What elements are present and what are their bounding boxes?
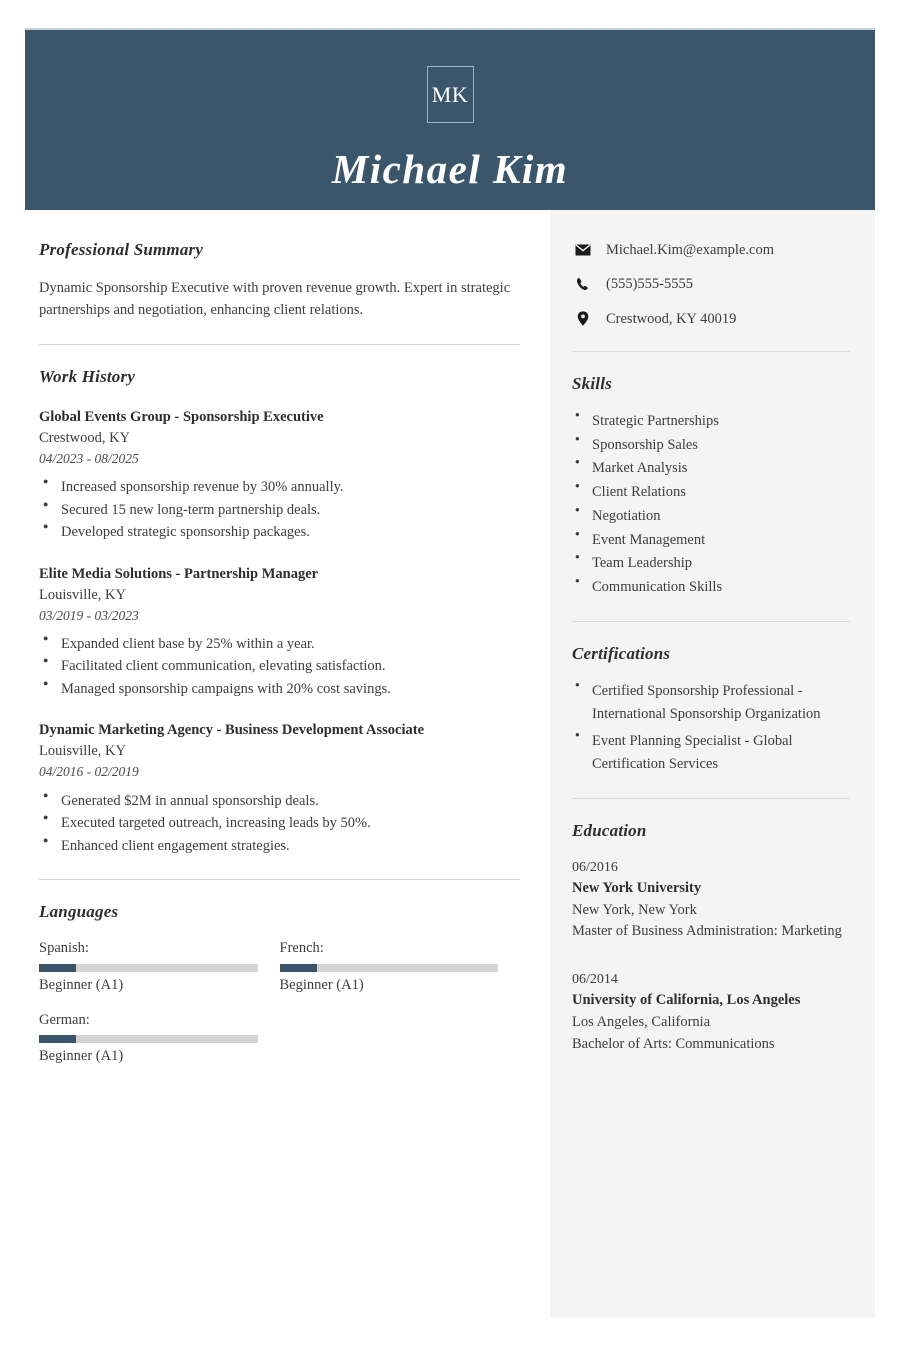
section-title-education: Education xyxy=(572,820,647,840)
contact-phone-row[interactable] xyxy=(572,274,850,294)
job-bullets xyxy=(39,476,520,543)
education-school: New York University xyxy=(572,879,702,896)
language-level: Beginner (A1) xyxy=(39,976,124,993)
job-dates: 04/2016 - 02/2019 xyxy=(39,764,139,780)
resume-body xyxy=(25,210,875,1318)
language-item xyxy=(39,1010,280,1069)
language-proficiency-bar xyxy=(280,964,499,972)
education-date: 06/2014 xyxy=(572,972,618,988)
job-location: Crestwood, KY xyxy=(39,429,131,446)
job-location: Louisville, KY xyxy=(39,586,126,603)
education-degree: Master of Business Administration: Marketing xyxy=(572,923,842,940)
certifications-list xyxy=(572,680,850,776)
education-school: University of California, Los Angeles xyxy=(572,992,801,1009)
language-proficiency-fill xyxy=(280,964,317,972)
language-name: German: xyxy=(39,1011,90,1028)
job-title: Dynamic Marketing Agency - Business Development Associate xyxy=(39,722,425,739)
education-degree: Bachelor of Arts: Communications xyxy=(572,1035,775,1052)
divider xyxy=(572,798,850,799)
skill-item: ● Client Relations xyxy=(572,481,850,504)
job-bullet: ● Increased sponsorship revenue by 30% annually. xyxy=(39,476,520,498)
job-title: Elite Media Solutions - Partnership Manager xyxy=(39,565,319,582)
certification-item: ● Certified Sponsorship Professional - International Sponsorship Organization xyxy=(572,680,850,726)
language-level: Beginner (A1) xyxy=(279,976,364,993)
section-education xyxy=(572,821,850,1056)
skill-item: ● Market Analysis xyxy=(572,457,850,480)
job-location: Louisville, KY xyxy=(39,743,126,760)
job-bullet: ● Managed sponsorship campaigns with 20% cost savings. xyxy=(39,678,520,700)
job-bullet: ● Expanded client base by 25% within a year. xyxy=(39,633,520,655)
divider xyxy=(39,879,520,880)
language-item xyxy=(280,938,521,997)
language-proficiency-fill xyxy=(39,964,76,972)
section-title-skills: Skills xyxy=(572,373,612,393)
section-title-languages: Languages xyxy=(39,902,119,921)
language-proficiency-bar xyxy=(39,964,258,972)
language-proficiency-fill xyxy=(39,1035,76,1043)
contact-email-row[interactable] xyxy=(572,240,850,260)
section-certifications xyxy=(572,644,850,776)
phone-icon xyxy=(572,277,594,291)
language-item xyxy=(39,938,280,997)
section-professional-summary xyxy=(39,240,520,322)
job-bullet: ● Secured 15 new long-term partnership deals. xyxy=(39,499,520,521)
job-bullet: ● Facilitated client communication, elevating satisfaction. xyxy=(39,655,520,677)
work-entry xyxy=(39,407,520,544)
contact-email-text: Michael.Kim@example.com xyxy=(606,242,774,258)
skill-item: ● Negotiation xyxy=(572,505,850,528)
job-title: Global Events Group - Sponsorship Executive xyxy=(39,408,324,425)
resume-header xyxy=(25,28,875,210)
candidate-name: Michael Kim xyxy=(331,146,569,192)
divider xyxy=(39,344,520,345)
divider xyxy=(572,351,850,352)
section-languages xyxy=(39,902,520,1081)
job-bullet: ● Enhanced client engagement strategies. xyxy=(39,835,520,857)
map-pin-icon xyxy=(572,311,594,326)
education-location: Los Angeles, California xyxy=(572,1013,711,1030)
contact-phone-text: (555)555-5555 xyxy=(606,276,693,293)
job-bullet: ● Developed strategic sponsorship packages. xyxy=(39,521,520,543)
skill-item: ● Sponsorship Sales xyxy=(572,434,850,457)
section-skills xyxy=(572,374,850,599)
job-bullets xyxy=(39,633,520,700)
skill-item: ● Communication Skills xyxy=(572,576,850,599)
education-date: 06/2016 xyxy=(572,859,618,875)
section-title-summary: Professional Summary xyxy=(39,240,204,259)
main-column xyxy=(25,210,550,1318)
skills-list xyxy=(572,410,850,599)
job-bullet: ● Executed targeted outreach, increasing leads by 50%. xyxy=(39,812,520,834)
education-entry xyxy=(572,857,850,943)
language-proficiency-bar xyxy=(39,1035,258,1043)
job-dates: 03/2019 - 03/2023 xyxy=(39,607,139,623)
summary-text: Dynamic Sponsorship Executive with proven revenue growth. Expert in strategic partnerships and negotiation, enhancing client relations. xyxy=(39,280,511,319)
monogram-initials: MK xyxy=(431,81,469,107)
contact-address-text: Crestwood, KY 40019 xyxy=(606,310,737,327)
contact-address-row[interactable] xyxy=(572,309,850,329)
job-bullets xyxy=(39,790,520,857)
work-entry xyxy=(39,564,520,701)
job-bullet: ● Generated $2M in annual sponsorship deals. xyxy=(39,790,520,812)
language-name: French: xyxy=(279,940,324,956)
section-work-history xyxy=(39,367,520,857)
section-title-work-history: Work History xyxy=(39,366,136,386)
skill-item: ● Event Management xyxy=(572,529,850,552)
monogram-badge xyxy=(427,66,474,123)
education-location: New York, New York xyxy=(572,901,697,918)
language-name: Spanish: xyxy=(39,940,89,956)
envelope-icon xyxy=(572,244,594,256)
resume-page xyxy=(25,28,875,1318)
certification-item: ● Event Planning Specialist - Global Certification Services xyxy=(572,730,850,776)
sidebar-column xyxy=(550,210,875,1318)
section-contact xyxy=(572,240,850,329)
languages-grid xyxy=(39,938,520,1081)
divider xyxy=(572,621,850,622)
section-title-certifications: Certifications xyxy=(572,643,671,663)
skill-item: ● Strategic Partnerships xyxy=(572,410,850,433)
language-level: Beginner (A1) xyxy=(39,1048,124,1065)
work-entry xyxy=(39,720,520,857)
skill-item: ● Team Leadership xyxy=(572,552,850,575)
job-dates: 04/2023 - 08/2025 xyxy=(39,450,139,466)
education-entry xyxy=(572,969,850,1055)
